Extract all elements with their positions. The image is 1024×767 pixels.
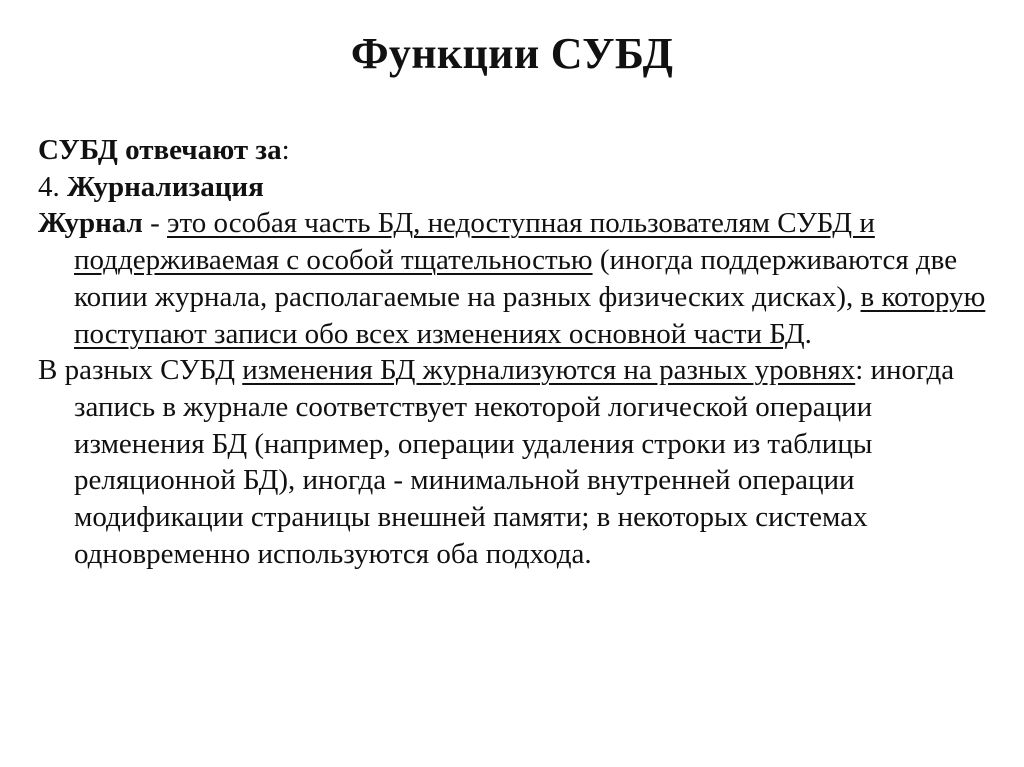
levels-underlined: изменения БД журнализуются на разных уровнях (242, 354, 856, 387)
item-number: 4. (38, 170, 60, 203)
journal-definition-underlined: это особая часть БД, недоступная пользователям СУБД и поддерживаемая с особой тщательностью (74, 207, 875, 277)
dbms-responsible-bold: СУБД отвечают за (38, 134, 282, 166)
journal-end-period: . (804, 317, 812, 350)
levels-intro-text: В разных СУБД (38, 354, 243, 387)
journal-records-underlined: в которую поступают записи обо всех изменениях основной части БД (74, 280, 986, 350)
journal-term: Журнал (38, 207, 143, 240)
journal-dash: - (142, 207, 167, 240)
paragraph-journal-definition (38, 205, 988, 352)
slide-title: Функции СУБД (350, 29, 674, 78)
dbms-responsible-colon: : (281, 134, 290, 166)
paragraph-journaling-levels (38, 352, 988, 572)
paragraph-dbms-responsible (38, 132, 988, 169)
slide-body (38, 132, 988, 572)
levels-detail-text: : иногда запись в журнале соответствует некоторой логической операции изменения БД (например, операции удаления строки из таблицы реляционной БД), иногда - минимальной внутренней операции модификации страницы внешней памяти; в некоторых системах одновременно используются оба подхода. (74, 354, 955, 570)
paragraph-journaling-heading (38, 169, 988, 206)
journal-copies-text: (иногда поддерживаются две копии журнала, располагаемые на разных физических дисках), (74, 244, 958, 313)
journaling-heading: Журнализация (67, 170, 264, 203)
